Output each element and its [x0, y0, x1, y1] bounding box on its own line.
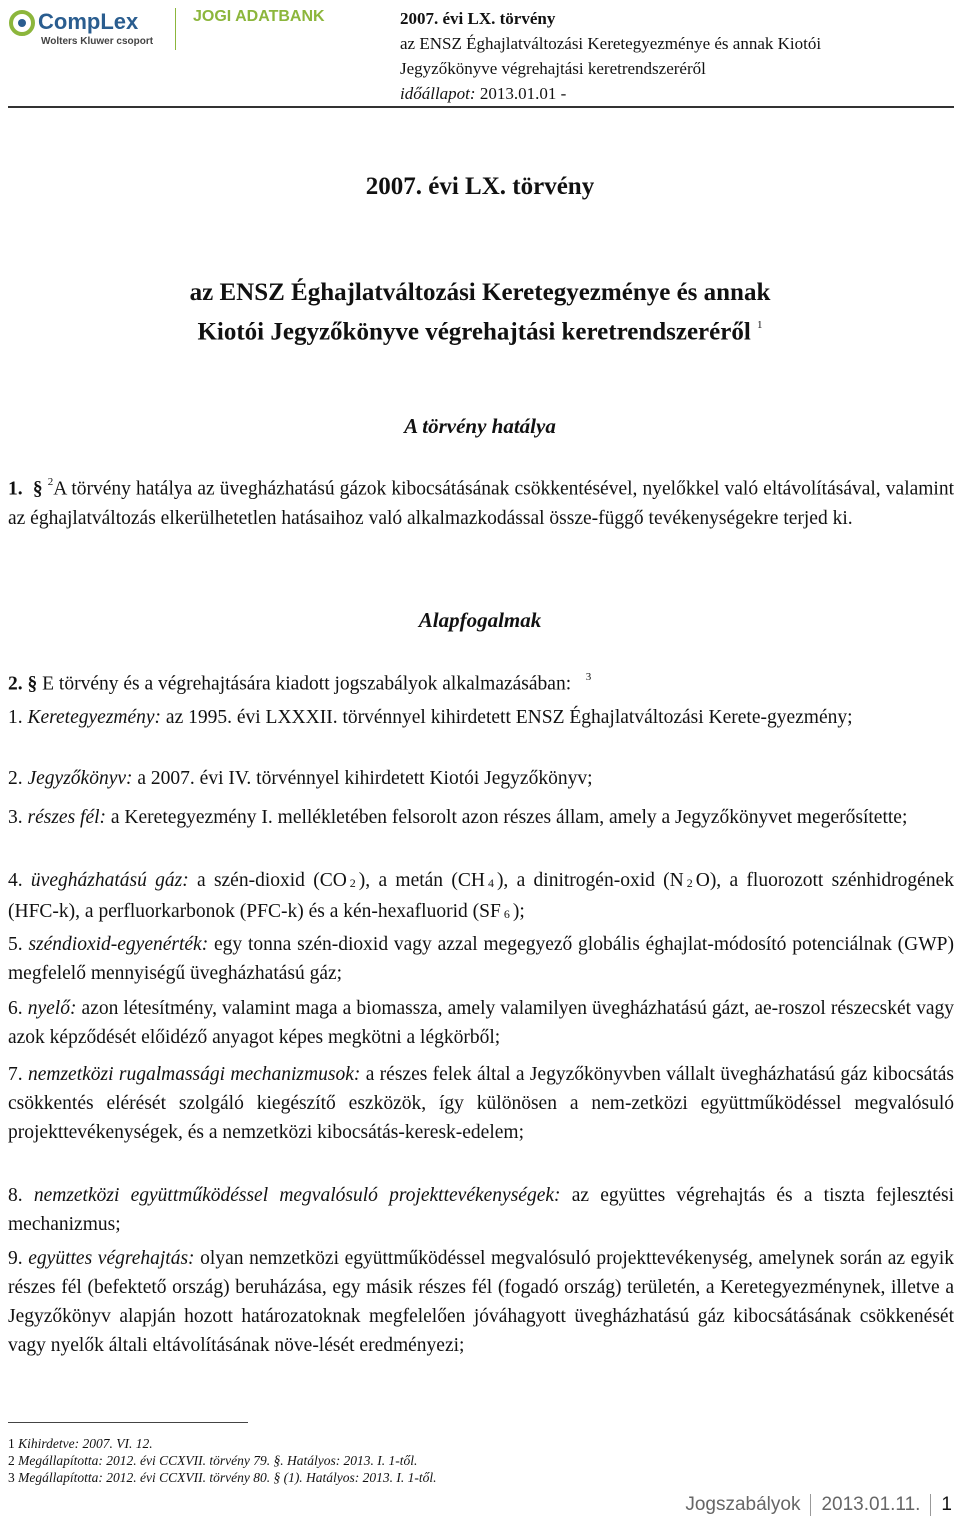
subscript: 2: [686, 876, 693, 890]
header-state: [400, 81, 950, 106]
definition-number: 6.: [8, 998, 23, 1019]
definition-text: a részes felek által a Jegyzőkönyvben vállalt üvegházhatású gáz kibocsátás csökkentés elérését szolgáló kiegészítő eszközök, így különösen a nem-zetközi együttműködéssel megvalósuló projekttevékenységek, és a nemzetközi kibocsátás-keresk-edelem;: [8, 1064, 955, 1143]
page-number: 1: [941, 1494, 952, 1516]
definition-text: az 1995. évi LXXXII. törvénnyel kihirdetett ENSZ Éghajlatváltozási Kerete-gyezmény;: [161, 707, 853, 728]
definition-text: ), a metán (CH: [358, 870, 485, 891]
header-state-label: időállapot:: [400, 84, 476, 103]
definition-text: az együttes végrehajtás és a tiszta fejlesztési mechanizmus;: [8, 1185, 954, 1235]
footnote-text: Kihirdetve: 2007. VI. 12.: [18, 1436, 153, 1451]
section-heading-hatalya: A törvény hatálya: [404, 414, 556, 438]
section-sign: §: [32, 478, 43, 500]
footnote-number: 3: [8, 1470, 15, 1485]
definition-item: [8, 703, 954, 732]
definition-number: 2.: [8, 768, 23, 789]
footnote-1: [8, 1436, 153, 1451]
definition-term: üvegházhatású gáz:: [30, 870, 189, 891]
document-subtitle-text: Kiotói Jegyzőkönyve végrehajtási keretrendszeréről: [197, 318, 751, 346]
header-subtitle-line2: Jegyzőkönyve végrehajtási keretrendszeréről: [400, 59, 706, 78]
section-sign: §: [27, 673, 38, 695]
paragraph-text: E törvény és a végrehajtására kiadott jogszabályok alkalmazásában:: [42, 673, 572, 695]
definition-text: azon létesítmény, valamint maga a biomassza, amely valamilyen üvegházhatású gázt, ae-roszol részecskét vagy azok képződését előidéző anyagot képes megkötni a légkörből;: [8, 998, 955, 1048]
definition-term: nemzetközi együttműködéssel megvalósuló projekttevékenységek:: [33, 1185, 561, 1206]
logo-divider: [175, 8, 176, 50]
definition-text: egy tonna szén-dioxid vagy azzal megegyező globális éghajlat-módosító potenciálnak (GWP) megfelelő mennyiségű üvegházhatású gáz;: [8, 934, 954, 984]
paragraph-number: 2.: [8, 673, 23, 695]
footnote-2: [8, 1453, 417, 1468]
definition-term: nemzetközi rugalmassági mechanizmusok:: [27, 1064, 361, 1085]
footnote-3: [8, 1470, 437, 1485]
definition-text: a szén-dioxid (CO: [188, 870, 347, 891]
subscript: 2: [349, 876, 356, 890]
document-subtitle-line1: az ENSZ Éghajlatváltozási Keretegyezménye és annak: [189, 279, 771, 306]
footnote-number: 1: [8, 1436, 15, 1451]
definition-item: [8, 1060, 954, 1147]
paragraph-number: 1.: [8, 478, 23, 500]
subscript: 4: [487, 876, 494, 890]
jogi-adatbank-logo: [193, 8, 328, 34]
header-title: 2007. évi LX. törvény: [400, 9, 556, 28]
definition-text: a Keretegyezmény I. mellékletében felsorolt azon részes állam, amely a Jegyzőkönyvet megerősítette;: [106, 807, 908, 828]
paragraph-1: [8, 470, 954, 533]
footer-label: Jogszabályok: [685, 1494, 801, 1516]
header-rule: [8, 106, 954, 108]
definition-item: [8, 994, 954, 1052]
definition-term: Keretegyezmény:: [27, 707, 162, 728]
complex-logo-text: CompLex: [38, 9, 139, 34]
paragraph-2: [8, 665, 954, 699]
definition-text: );: [512, 901, 525, 922]
definition-item: [8, 803, 954, 832]
definition-number: 7.: [8, 1064, 23, 1085]
paragraph-text: A törvény hatálya az üvegházhatású gázok kibocsátásának csökkentésével, nyelőkkel való eltávolításával, valamint az éghajlatváltozás elkerülhetetlen hatásaihoz való alkalmazkodással össze-függő tevékenységekre terjed ki.: [8, 478, 955, 529]
definition-number: 8.: [8, 1185, 23, 1206]
complex-logo: [8, 6, 163, 52]
definition-term: Jegyzőkönyv:: [27, 768, 133, 789]
definition-item: [8, 1244, 954, 1360]
footnote-ref-1[interactable]: 1: [757, 319, 763, 331]
definition-number: 5.: [8, 934, 23, 955]
definition-item: [8, 1181, 954, 1239]
definition-text: olyan nemzetközi együttműködéssel megvalósuló projekttevékenység, amelynek során az egyik részes fél (befektető ország) beruházása, egy másik részes fél (fogadó ország) területén, a Keretegyezménynek, illetve a Jegyzőkönyv alapján hozott határozatoknak megfelelően jóváhagyott üvegházhatású gáz kibocsátásának csökkenését vagy nyelők általi eltávolításának növe-lését eredményezi;: [8, 1248, 954, 1356]
definition-term: nyelő:: [27, 998, 77, 1019]
definition-item: [8, 764, 954, 793]
definition-item: [8, 930, 954, 988]
page-footer: [685, 1494, 952, 1516]
header-state-value: 2013.01.01 -: [475, 84, 567, 103]
definition-term: széndioxid-egyenérték:: [28, 934, 209, 955]
definition-number: 4.: [8, 870, 23, 891]
definition-term: részes fél:: [27, 807, 107, 828]
header-subtitle-line1: az ENSZ Éghajlatváltozási Keretegyezménye és annak Kiotói: [400, 34, 822, 53]
footnote-rule: [8, 1422, 248, 1423]
definition-text: ), a dinitrogén-oxid (N: [496, 870, 684, 891]
footer-date: 2013.01.11.: [821, 1494, 921, 1516]
definition-text: a 2007. évi IV. törvénnyel kihirdetett Kiotói Jegyzőkönyv;: [132, 768, 593, 789]
footer-divider: [930, 1494, 931, 1516]
document-subtitle: [0, 276, 960, 349]
document-title: 2007. évi LX. törvény: [365, 173, 595, 200]
definition-text: O), a fluorozott szénhidrogének (HFC-k), a perfluorkarbonok (PFC-k) és a kén-hexafluorid (SF: [8, 870, 954, 922]
definition-term: együttes végrehajtás:: [28, 1248, 195, 1269]
footnote-text: Megállapította: 2012. évi CCXVII. törvény 80. § (1). Hatályos: 2013. I. 1-től.: [18, 1470, 437, 1485]
footnote-number: 2: [8, 1453, 15, 1468]
definition-number: 9.: [8, 1248, 23, 1269]
document-subtitle-line2: [0, 310, 960, 349]
definition-number: 1.: [8, 707, 23, 728]
footnote-ref-2[interactable]: 2: [47, 476, 54, 488]
definition-number: 3.: [8, 807, 23, 828]
complex-logo-subtext: Wolters Kluwer csoport: [41, 36, 154, 47]
footer-divider: [810, 1494, 811, 1516]
jogi-logo-text: JOGI ADATBANK: [193, 8, 325, 25]
footnote-text: Megállapította: 2012. évi CCXVII. törvény 79. §. Hatályos: 2013. I. 1-től.: [18, 1453, 418, 1468]
section-heading-alapfogalmak: Alapfogalmak: [418, 608, 542, 632]
header-meta: [400, 6, 950, 106]
footnote-ref-3[interactable]: 3: [585, 671, 592, 683]
definition-item: [8, 866, 954, 928]
subscript: 6: [503, 907, 510, 921]
